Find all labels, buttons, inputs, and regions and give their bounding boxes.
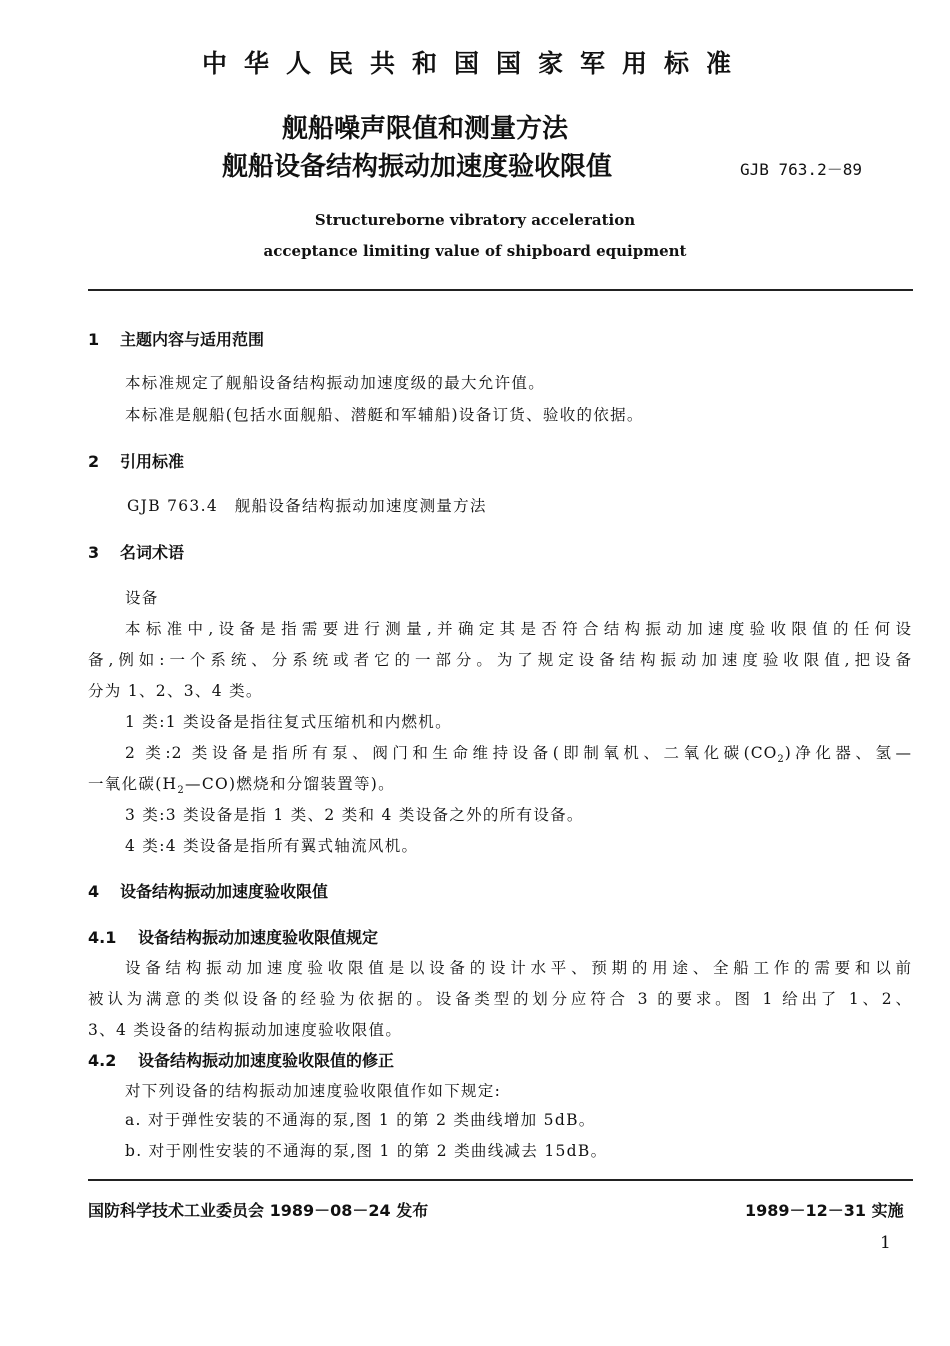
section-4-title: 设备结构振动加速度验收限值 [120,882,329,901]
bottom-rule [88,1179,913,1181]
section-4-1-heading [88,925,378,948]
section-1-title: 主题内容与适用范围 [120,330,265,349]
standard-org-header: 中华人民共和国国家军用标准 [201,49,748,78]
section-2-number: 2 [88,452,100,471]
section-4-1-title: 设备结构振动加速度验收限值规定 [138,928,379,947]
class-2-text-a: 2 类:2 类设备是指所有泵、阀门和生命维持设备(即制氧机、二氧化碳(CO [125,744,778,762]
section-2-heading [88,449,184,472]
top-rule [88,289,913,291]
section-3-heading [88,540,184,563]
class-4-definition: 4 类:4 类设备是指所有翼式轴流风机。 [125,837,419,855]
section-4-2-intro: 对下列设备的结构振动加速度验收限值作如下规定: [125,1082,502,1100]
english-title-line-1: Structureborne vibratory acceleration [314,211,636,229]
class-2-text-b: )净化器、氢— [784,744,912,762]
section-3-title: 名词术语 [120,543,185,562]
section-3-number: 3 [88,543,100,562]
section-4-1-number: 4.1 [88,928,117,947]
page-number: 1 [880,1233,891,1253]
section-2-title: 引用标准 [120,452,185,471]
section-4-heading [88,879,328,902]
section-4-1-line-1: 设备结构振动加速度验收限值是以设备的设计水平、预期的用途、全船工作的需要和以前 [125,959,912,977]
definition-line-3: 分为 1、2、3、4 类。 [88,682,263,700]
section-4-1-line-3: 3、4 类设备的结构振动加速度验收限值。 [88,1021,403,1039]
definition-line-2: 备,例如:一个系统、分系统或者它的一部分。为了规定设备结构振动加速度验收限值,把设备 [88,651,912,669]
section-1-number: 1 [88,330,100,349]
section-4-2-item-b: b. 对于刚性安装的不通海的泵,图 1 的第 2 类曲线减去 15dB。 [125,1142,608,1160]
class-2-text-d: —CO)燃烧和分馏装置等)。 [185,775,395,793]
section-1-heading [88,327,264,350]
term-equipment: 设备 [125,589,159,607]
section-4-2-title: 设备结构振动加速度验收限值的修正 [138,1051,395,1070]
h2-subscript: 2 [177,785,186,797]
title-line-1: 舰船噪声限值和测量方法 [282,114,569,144]
title-line-2: 舰船设备结构振动加速度验收限值 [222,152,613,182]
reference-standard: GJB 763.4 舰船设备结构振动加速度测量方法 [127,497,487,515]
class-2-definition-line-2 [88,772,395,796]
issuer-and-issue-date: 国防科学技术工业委员会 1989－08－24 发布 [88,1201,429,1220]
class-2-text-c: 一氧化碳(H [88,775,178,793]
class-3-definition: 3 类:3 类设备是指 1 类、2 类和 4 类设备之外的所有设备。 [125,806,584,824]
standard-code: GJB 763.2－89 [740,160,862,179]
english-title-line-2: acceptance limiting value of shipboard equipment [263,242,687,260]
section-4-2-number: 4.2 [88,1051,117,1070]
class-1-definition: 1 类:1 类设备是指往复式压缩机和内燃机。 [125,713,452,731]
section-4-1-line-2: 被认为满意的类似设备的经验为依据的。设备类型的划分应符合 3 的要求。图 1 给出了 1、2、 [88,990,912,1008]
section-1-para-2: 本标准是舰船(包括水面舰船、潜艇和军辅船)设备订货、验收的依据。 [125,406,644,424]
section-4-2-heading [88,1048,394,1071]
co2-subscript: 2 [777,754,785,766]
section-1-para-1: 本标准规定了舰船设备结构振动加速度级的最大允许值。 [125,374,546,392]
definition-line-1: 本标准中,设备是指需要进行测量,并确定其是否符合结构振动加速度验收限值的任何设 [125,620,912,638]
section-4-number: 4 [88,882,100,901]
section-4-2-item-a: a. 对于弹性安装的不通海的泵,图 1 的第 2 类曲线增加 5dB。 [125,1111,596,1129]
effective-date: 1989－12－31 实施 [745,1201,904,1220]
class-2-definition-line-1 [125,741,912,765]
